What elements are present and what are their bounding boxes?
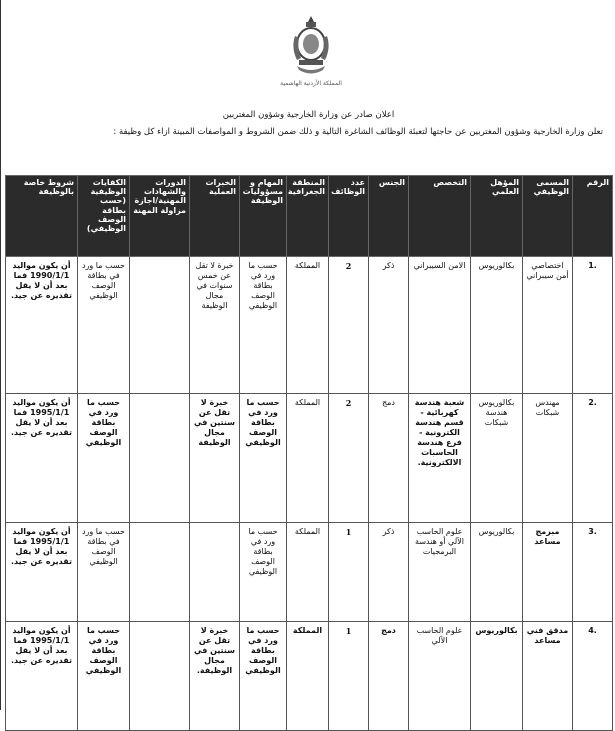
specialty: الامن السيبراني — [409, 257, 471, 394]
experience: خبرة لا تقل عن سنتين في مجال الوظيفة. — [190, 622, 240, 731]
specialty: علوم الحاسب الآلي — [409, 622, 471, 731]
col-header: شروط خاصة بالوظيفة — [6, 176, 78, 257]
job-title: مبرمج مساعد — [523, 523, 573, 622]
jobs-table — [5, 175, 613, 731]
job-title: اختصاصي أمن سيبراني — [523, 257, 573, 394]
courses — [130, 394, 190, 523]
qualification: بكالوريوس — [471, 622, 523, 731]
specialty: علوم الحاسب الآلي أو هندسة البرمجيات — [409, 523, 471, 622]
col-header: الخبرات العملية — [190, 176, 240, 257]
row-number: .4 — [573, 622, 613, 731]
announcement-title: اعلان صادر عن وزارة الخارجية وشؤون المغتربين — [222, 110, 395, 120]
qualification: بكالوريوس هندسة شبكات — [471, 394, 523, 523]
gender: ذكر — [369, 257, 409, 394]
duties: حسب ما ورد في بطاقة الوصف الوظيفي — [240, 394, 287, 523]
experience — [190, 523, 240, 622]
jordan-coat-of-arms-icon — [289, 14, 333, 80]
region: المملكة — [287, 257, 329, 394]
job-title: مدقق فني مساعد — [523, 622, 573, 731]
competencies: حسب ما ورد في بطاقة الوصف الوظيفي — [78, 257, 130, 394]
experience: خبرة لا تقل عن خمس سنوات في مجال الوظيفة — [190, 257, 240, 394]
duties: حسب ما ورد في بطاقة الوصف الوظيفي — [240, 622, 287, 731]
experience: خبرة لا تقل عن سنتين في مجال الوظيفة — [190, 394, 240, 523]
job-count: 2 — [329, 394, 369, 523]
col-header: الجنس — [369, 176, 409, 257]
courses — [130, 257, 190, 394]
job-title: مهندس شبكات — [523, 394, 573, 523]
competencies: حسب ما ورد في بطاقة الوصف الوظيفي — [78, 523, 130, 622]
region: المملكة — [287, 622, 329, 731]
job-count: 1 — [329, 523, 369, 622]
col-header: عدد الوظائف — [329, 176, 369, 257]
gender: دمج — [369, 394, 409, 523]
region: المملكة — [287, 523, 329, 622]
special-conditions: أن يكون مواليد 1995/1/1 فما بعد أن لا يقل تقديره عن جيد. — [6, 622, 78, 731]
duties: حسب ما ورد في بطاقة الوصف الوظيفي — [240, 257, 287, 394]
col-header: المنطقة الجغرافية — [287, 176, 329, 257]
competencies: حسب ما ورد في بطاقة الوصف الوظيفي — [78, 622, 130, 731]
table-row — [6, 394, 613, 523]
gender: دمج — [369, 622, 409, 731]
col-header: المؤهل العلمي — [471, 176, 523, 257]
qualification: بكالوريوس — [471, 257, 523, 394]
announcement-body: تعلن وزارة الخارجية وشؤون المغتربين عن حاجتها لتعبئة الوظائف الشاغرة التالية و ذلك ضمن الشروط و المواصفات المبينة ازاء كل وظيفة : — [113, 127, 603, 137]
emblem-caption: المملكة الأردنية الهاشمية — [280, 80, 342, 87]
row-number: .1 — [573, 257, 613, 394]
courses — [130, 523, 190, 622]
region: المملكة — [287, 394, 329, 523]
col-header: التخصص — [409, 176, 471, 257]
duties: حسب ما ورد في بطاقة الوصف الوظيفي — [240, 523, 287, 622]
table-row — [6, 523, 613, 622]
special-conditions: أن يكون مواليد 1990/1/1 فما بعد أن لا يقل تقديره عن جيد. — [6, 257, 78, 394]
competencies: حسب ما ورد في بطاقة الوصف الوظيفي — [78, 394, 130, 523]
qualification: بكالوريوس — [471, 523, 523, 622]
special-conditions: أن يكون مواليد 1995/1/1 فما بعد أن لا يقل تقديره عن جيد. — [6, 394, 78, 523]
col-header: المهام و مسؤوليات الوظيفة — [240, 176, 287, 257]
table-header-row — [6, 176, 613, 257]
specialty: شعبة هندسة كهربائية - قسم هندسة الكترونية - فرع هندسة الحاسبات الالكترونية. — [409, 394, 471, 523]
table-row — [6, 622, 613, 731]
col-header: الدورات والشهادات المهنية/اجازة مزاولة المهنة — [130, 176, 190, 257]
row-number: .3 — [573, 523, 613, 622]
job-count: 1 — [329, 622, 369, 731]
special-conditions: أن يكون مواليد 1995/1/1 فما بعد أن لا يقل تقديره عن جيد. — [6, 523, 78, 622]
gender: ذكر — [369, 523, 409, 622]
col-header: الرقم — [573, 176, 613, 257]
table-row — [6, 257, 613, 394]
col-header: الكفايات الوظيفية (حسب بطاقة الوصف الوظيفي) — [78, 176, 130, 257]
col-header: المسمى الوظيفي — [523, 176, 573, 257]
job-count: 2 — [329, 257, 369, 394]
courses — [130, 622, 190, 731]
row-number: .2 — [573, 394, 613, 523]
